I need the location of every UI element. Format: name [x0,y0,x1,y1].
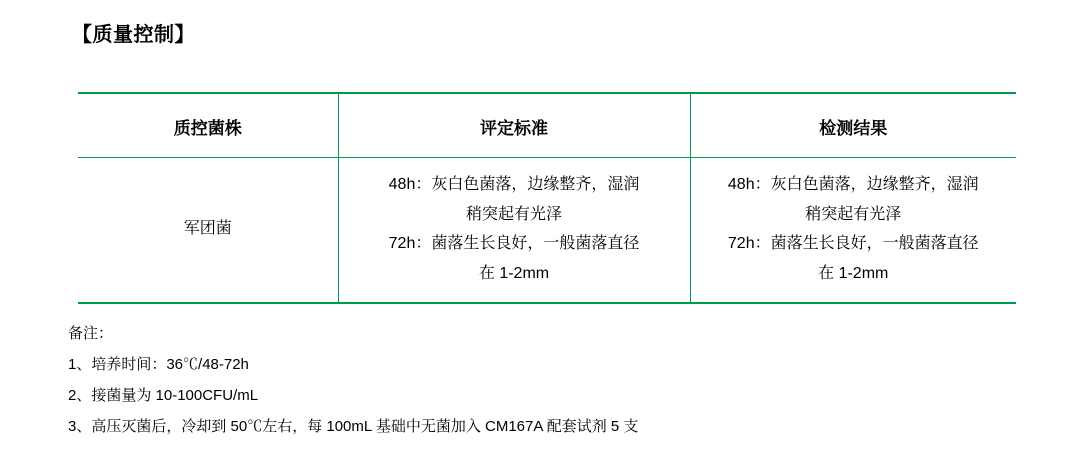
cell-criteria [338,158,690,304]
criteria-line-3: 72h：菌落生长良好，一般菌落直径 [388,235,640,253]
quality-control-table [78,92,1016,304]
result-line-2: 稍突起有光泽 [805,205,902,223]
table-header [78,93,1016,158]
column-header-strain: 质控菌株 [78,93,338,158]
note-item-2: 2、接菌量为 10-100CFU/mL [68,387,259,405]
table-header-row [78,93,1016,158]
result-line-3: 72h：菌落生长良好，一般菌落直径 [727,235,979,253]
criteria-line-1: 48h：灰白色菌落，边缘整齐，湿润 [388,176,640,193]
column-header-criteria: 评定标准 [338,93,690,158]
note-item-3: 3、高压灭菌后，冷却到 50℃左右，每 100mL 基础中无菌加入 CM167A 配套试剂 5 支 [68,418,639,436]
cell-strain: 军团菌 [78,158,338,304]
table-body [78,158,1016,304]
criteria-line-4: 在 1-2mm [478,264,550,282]
notes-section [68,318,1028,442]
cell-result [690,158,1016,304]
table-row [78,158,1016,304]
result-line-4: 在 1-2mm [818,264,889,282]
column-header-result: 检测结果 [690,93,1016,158]
note-item-1: 1、培养时间：36℃/48-72h [68,356,249,374]
page-title: 【质量控制】 [72,24,195,46]
criteria-line-2: 稍突起有光泽 [465,205,562,223]
result-line-1: 48h：灰白色菌落，边缘整齐，湿润 [727,176,979,193]
notes-label: 备注： [68,325,114,342]
